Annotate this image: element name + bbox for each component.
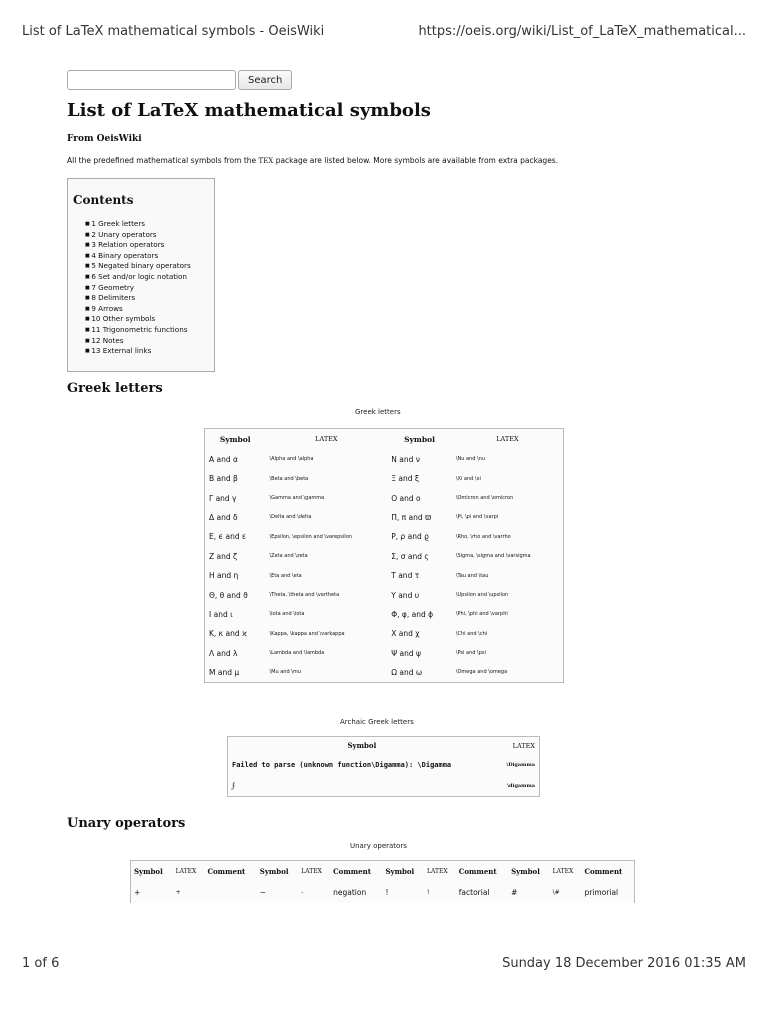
symbol-cell: Ψ and ψ [391,648,421,658]
symbol-cell: Η and η [209,571,239,581]
latex-cell: \# [552,889,560,896]
column-header: Symbol [259,867,289,877]
toc-item[interactable]: ■ 6 Set and/or logic notation [85,272,214,283]
symbol-cell: Ρ, ρ and ϱ [391,532,429,542]
symbol-cell: # [511,888,518,897]
toc-item[interactable]: ■ 2 Unary operators [85,230,214,241]
latex-cell: \Upsilon and \upsilon [455,592,509,599]
toc-item[interactable]: ■ 8 Delimiters [85,293,214,304]
table-header-row [131,861,635,883]
column-header: Symbol [134,867,163,877]
symbol-cell: Ι and ι [209,609,233,619]
latex-cell: \Eta and \eta [269,572,302,579]
table-row [228,776,540,797]
table-row [205,450,564,469]
latex-cell: \Phi, \phi and \varphi [455,611,508,618]
symbol-cell: Ν and ν [391,454,420,464]
table-row [205,585,564,604]
print-footer-page-counter: 1 of 6 [22,956,60,971]
latex-cell: \Nu and \nu [455,456,486,463]
search-input[interactable] [67,70,236,90]
latex-cell: \Zeta and \zeta [269,553,308,560]
unary-table-viewport [125,860,645,903]
toc-item[interactable]: ■ 1 Greek letters [85,219,214,230]
symbol-cell: Δ and δ [209,512,238,522]
symbol-cell: Κ, κ and ϰ [209,629,247,639]
symbol-cell: Θ, θ and ϑ [209,590,248,600]
table-of-contents [67,178,215,372]
table-row [205,469,564,488]
symbol-cell: ϝ [232,781,236,790]
latex-cell: \Omega and \omega [455,669,508,676]
symbol-cell: Π, π and ϖ [391,512,432,522]
unary-operators-table [130,860,635,903]
column-header: LATEX [512,741,535,750]
latex-cell: \digamma [507,782,535,789]
symbol-cell: Ε, ϵ and ε [209,532,247,542]
table-row [205,566,564,585]
latex-cell: \Beta and \beta [269,475,309,482]
table-row [205,644,564,663]
site-subtitle: From OeisWiki [67,134,142,144]
table-row [205,624,564,643]
symbol-cell: Λ and λ [209,648,238,658]
latex-cell: \Tau and \tau [455,572,489,579]
latex-cell: \Chi and \chi [455,630,488,637]
symbol-cell: − [259,888,267,897]
symbol-cell: Β and β [209,474,238,484]
column-header: Comment [458,867,497,877]
comment-cell [204,883,256,903]
tex-logo: TEX [258,157,274,165]
symbol-cell: Ξ and ξ [391,474,420,484]
archaic-greek-table [227,736,540,797]
column-header: LATEX [496,435,519,444]
latex-cell: + [175,889,181,896]
symbol-cell: Τ and τ [391,571,420,581]
section-heading-unary: Unary operators [67,816,186,831]
search-button[interactable]: Search [238,70,292,90]
latex-cell: \Epsilon, \epsilon and \varepsilon [269,533,352,540]
table-row [205,663,564,683]
symbol-cell: Ω and ω [391,667,423,677]
print-header-url: https://oeis.org/wiki/List_of_LaTeX_mathematical... [418,24,746,39]
latex-cell: \Mu and \mu [269,669,301,676]
toc-list [73,219,214,357]
toc-title: Contents [73,193,134,207]
archaic-table-caption: Archaic Greek letters [340,718,414,726]
comment-cell: negation [333,888,367,897]
symbol-cell: Ο and ο [391,493,421,503]
comment-cell: primorial [584,888,619,897]
column-header: Symbol [219,434,251,444]
greek-table-caption: Greek letters [355,408,401,416]
page-title: List of LaTeX mathematical symbols [67,100,431,121]
symbol-cell: Α and α [209,454,238,464]
column-header: LATEX [426,868,448,876]
intro-before: All the predefined mathematical symbols from the [67,156,257,165]
column-header: LATEX [315,435,338,444]
latex-cell: \Kappa, \kappa and \varkappa [269,630,345,637]
toc-item[interactable]: ■ 7 Geometry [85,283,214,294]
table-row [205,508,564,527]
latex-cell: \Lambda and \lambda [269,650,325,657]
symbol-cell: Γ and γ [209,493,237,503]
column-header: Symbol [404,434,435,444]
latex-cell: ! [426,889,430,896]
column-header: LATEX [552,868,574,876]
toc-item[interactable]: ■ 13 External links [85,346,214,357]
latex-cell: - [301,889,304,896]
column-header: Comment [584,867,623,877]
table-header-row [228,737,540,755]
parse-error-cell: Failed to parse (unknown function\Digamma): \Digamma [232,761,452,769]
latex-cell: \Delta and \delta [269,514,312,521]
latex-cell: \Gamma and \gamma [269,495,325,502]
latex-cell: \Alpha and \alpha [269,456,314,463]
symbol-cell: ! [385,888,389,897]
unary-table-caption: Unary operators [350,842,407,850]
table-row [131,883,635,903]
toc-item[interactable]: ■ 12 Notes [85,336,214,347]
print-footer-timestamp: Sunday 18 December 2016 01:35 AM [502,956,746,971]
symbol-cell: Χ and χ [391,629,420,639]
column-header: LATEX [301,868,322,876]
print-header-title: List of LaTeX mathematical symbols - OeisWiki [22,24,325,39]
symbol-cell: Υ and υ [391,590,420,600]
table-header-row [205,429,564,450]
column-header: Comment [333,867,371,877]
toc-item[interactable]: ■ 11 Trigonometric functions [85,325,214,336]
latex-cell: \Sigma, \sigma and \varsigma [455,553,531,560]
toc-item[interactable]: ■ 9 Arrows [85,304,214,315]
latex-cell: \Theta, \theta and \vartheta [269,592,340,599]
symbol-cell: Ζ and ζ [209,551,238,561]
comment-cell: factorial [458,888,490,897]
search-form [67,70,292,90]
toc-item[interactable]: ■ 4 Binary operators [85,251,214,262]
column-header: Symbol [347,741,377,751]
symbol-cell: Σ, σ and ς [391,551,429,561]
table-row [205,547,564,566]
latex-cell: \Digamma [506,762,535,768]
column-header: LATEX [175,868,197,876]
column-header: Symbol [385,867,415,877]
section-heading-greek: Greek letters [67,381,163,396]
symbol-cell: + [134,888,141,897]
table-row [205,605,564,624]
latex-cell: \Omicron and \omicron [455,495,514,502]
intro-paragraph [67,156,558,165]
symbol-cell: Φ, φ, and ϕ [391,609,434,619]
table-row [205,527,564,546]
latex-cell: \Xi and \xi [455,475,481,482]
toc-item[interactable]: ■ 5 Negated binary operators [85,261,214,272]
symbol-cell: Μ and μ [209,667,240,677]
latex-cell: \Pi, \pi and \varpi [455,514,499,521]
latex-cell: \Iota and \iota [269,611,305,618]
column-header: Comment [207,867,246,877]
column-header: Symbol [511,867,540,877]
latex-cell: \Psi and \psi [455,650,486,657]
toc-item[interactable]: ■ 3 Relation operators [85,240,214,251]
greek-letters-table [204,428,564,683]
toc-item[interactable]: ■ 10 Other symbols [85,314,214,325]
table-row [228,755,540,776]
table-row [205,488,564,507]
intro-after: package are listed below. More symbols are available from extra packages. [275,156,559,165]
latex-cell: \Rho, \rho and \varrho [455,533,511,540]
